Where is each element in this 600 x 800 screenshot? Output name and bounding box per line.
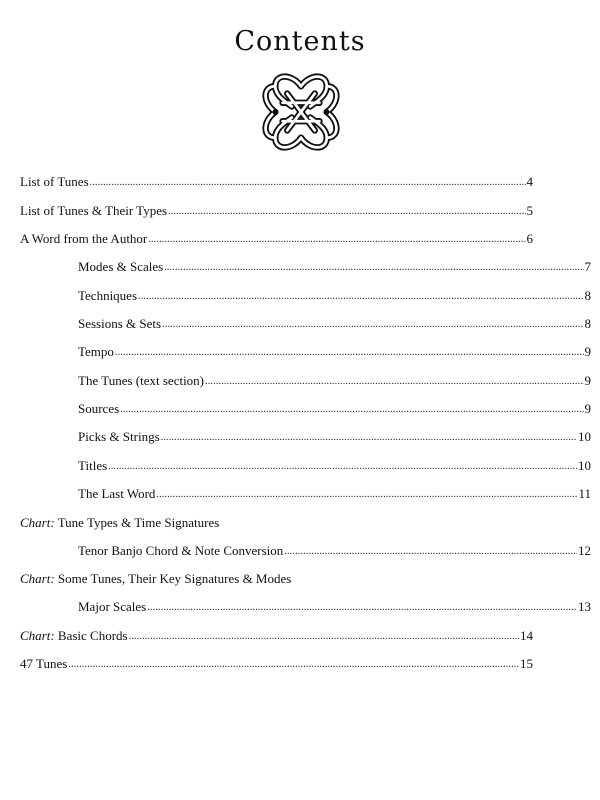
toc-entry-label: Sessions & Sets — [78, 315, 162, 331]
toc-page-number: 10 — [578, 457, 591, 473]
toc-page-number: 5 — [526, 202, 533, 218]
toc-entry-titles[interactable] — [20, 451, 591, 479]
toc-entry-label: A Word from the Author — [20, 230, 148, 246]
dot-leader — [129, 632, 519, 642]
dot-leader — [161, 433, 577, 443]
toc-entry-modes-scales[interactable] — [20, 253, 591, 281]
toc-entry-tenor-banjo-conversion[interactable] — [20, 536, 591, 564]
toc-entry-sources[interactable] — [20, 395, 591, 423]
toc-page-number: 12 — [578, 542, 591, 558]
toc-entry-label: Major Scales — [78, 599, 147, 615]
toc-entry-label: 47 Tunes — [20, 656, 68, 672]
toc-entry-word-from-author[interactable] — [20, 225, 533, 253]
toc-entry-label: The Tunes (text section) — [78, 372, 205, 388]
toc-entry-label — [20, 516, 219, 529]
dot-leader — [156, 490, 577, 500]
toc-entry-last-word[interactable] — [20, 480, 591, 508]
toc-page-number: 15 — [520, 656, 533, 672]
toc-entry-major-scales[interactable] — [20, 593, 591, 621]
chart-prefix: Chart: — [20, 514, 55, 530]
toc-entry-tunes-text-section[interactable] — [20, 366, 591, 394]
celtic-knot-icon — [255, 66, 347, 158]
toc-entry-label: List of Tunes & Their Types — [20, 202, 168, 218]
toc-page-number: 13 — [578, 599, 591, 615]
toc-entry-label — [20, 629, 128, 642]
toc-entry-techniques[interactable] — [20, 281, 591, 309]
dot-leader — [115, 348, 584, 358]
dot-leader — [120, 405, 583, 415]
toc-entry-label: Sources — [78, 400, 120, 416]
dot-leader — [168, 207, 525, 217]
toc-page-number: 8 — [584, 315, 591, 331]
dot-leader — [138, 292, 583, 302]
dot-leader — [205, 377, 583, 387]
toc-entry-chart-tune-types[interactable] — [20, 508, 533, 536]
toc-page-number: 10 — [578, 429, 591, 445]
toc-entry-list-of-tunes[interactable] — [20, 168, 533, 196]
dot-leader — [148, 235, 525, 245]
toc-entry-label: Modes & Scales — [78, 259, 164, 275]
toc-entry-label — [20, 572, 291, 585]
toc-entry-label: Titles — [78, 457, 108, 473]
toc-entry-47-tunes[interactable] — [20, 650, 533, 678]
toc-entry-sessions-sets[interactable] — [20, 310, 591, 338]
toc-entry-picks-strings[interactable] — [20, 423, 591, 451]
chart-prefix: Chart: — [20, 627, 55, 643]
dot-leader — [164, 263, 583, 273]
dot-leader — [147, 603, 577, 613]
toc-entry-tempo[interactable] — [20, 338, 591, 366]
chart-prefix: Chart: — [20, 571, 55, 587]
dot-leader — [108, 462, 577, 472]
toc-page-number: 9 — [584, 372, 591, 388]
dot-leader — [90, 178, 526, 188]
toc-entry-label: List of Tunes — [20, 174, 89, 190]
table-of-contents — [20, 168, 591, 678]
toc-page-number: 14 — [520, 627, 533, 643]
toc-entry-title: Tune Types & Time Signatures — [57, 514, 220, 530]
dot-leader — [68, 660, 519, 670]
toc-entry-label: Techniques — [78, 287, 138, 303]
toc-entry-title: Some Tunes, Their Key Signatures & Modes — [57, 571, 292, 587]
toc-entry-label: Tenor Banjo Chord & Note Conversion — [78, 542, 284, 558]
toc-page-number: 7 — [584, 259, 591, 275]
toc-entry-list-of-tunes-types[interactable] — [20, 196, 533, 224]
toc-page-number: 4 — [526, 174, 533, 190]
toc-page-number: 9 — [584, 344, 591, 360]
toc-entry-chart-basic-chords[interactable] — [20, 622, 533, 650]
toc-entry-title: Basic Chords — [57, 627, 128, 643]
toc-entry-chart-key-signatures[interactable] — [20, 565, 533, 593]
toc-entry-label: Picks & Strings — [78, 429, 160, 445]
toc-page-number: 6 — [526, 230, 533, 246]
toc-entry-label: The Last Word — [78, 485, 156, 501]
toc-page-number: 8 — [584, 287, 591, 303]
toc-entry-label: Tempo — [78, 344, 114, 360]
toc-page-number: 11 — [578, 485, 591, 501]
dot-leader — [162, 320, 583, 330]
page-title: Contents — [234, 26, 366, 57]
dot-leader — [284, 547, 577, 557]
toc-page-number: 9 — [584, 400, 591, 416]
